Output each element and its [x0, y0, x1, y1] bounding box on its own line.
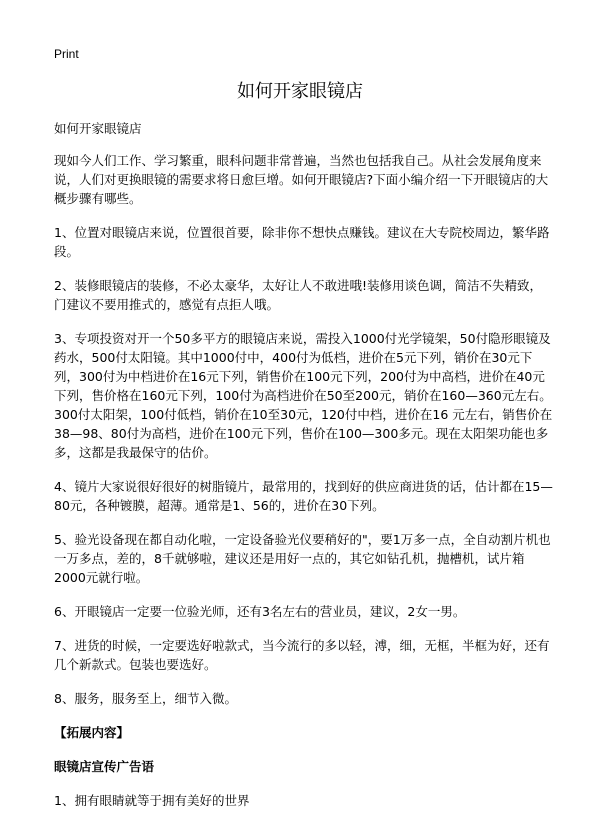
list-item: 6、开眼镜店一定要一位验光师，还有3名左右的营业员，建议，2女一男。	[54, 604, 466, 619]
document-body	[54, 119, 554, 825]
list-item: 4、镜片大家说很好很好的树脂镜片，最常用的，找到好的供应商进货的话，估计都在15—80元，各种镀膜，超薄。通常是1、56的，进价在30下列。	[54, 479, 553, 513]
list-item: 7、进货的时候，一定要选好啦款式，当今流行的多以轻，溥，细，无框，半框为好，还有几个新款式。包装也要选好。	[54, 638, 550, 672]
page-title: 如何开家眼镜店	[237, 81, 363, 102]
list-item: 2、装修眼镜店的装修，不必太豪华，太好让人不敢进哦!装修用谈色调，简洁不失精致，门建议不要用推式的，感觉有点拒人哦。	[54, 278, 542, 312]
extended-content-heading: 【拓展内容】	[54, 725, 130, 740]
document-subtitle: 如何开家眼镜店	[54, 121, 142, 136]
intro-paragraph: 现如今人们工作、学习繁重，眼科问题非常普遍，当然也包括我自己。从社会发展角度来说，人们对更换眼镜的需要求将日愈巨增。如何开眼镜店?下面小编介绍一下开眼镜店的大概步骤有哪些。	[54, 153, 549, 206]
slogan-heading: 眼镜店宣传广告语	[54, 759, 155, 774]
list-item: 1、位置对眼镜店来说，位置很首要，除非你不想快点赚钱。建议在大专院校周边，繁华路段。	[54, 225, 550, 259]
list-item: 8、服务，服务至上，细节入微。	[54, 691, 237, 706]
slogan-item: 1、拥有眼睛就等于拥有美好的世界	[54, 793, 250, 808]
list-item: 3、专项投资对开一个50多平方的眼镜店来说，需投入1000付光学镜架，50付隐形眼镜及药水，500付太阳镜。其中1000付中，400付为低档，进价在5元下列，销价在30元下列，300付为中档进价在16元下列，销售价在100元下列，200付为中高档，进价在40元下列，售价格在160元下列，100付为高档进价在50至200元，销价在160—360元左右。300付太阳架，100付低档，销价在10至30元，120付中档，进价在16 元左右，销售价在38—98、80付为高档，进价在100元下列，售价在100—300多元。现在太阳架功能也多多，这都是我最保守的估价。	[54, 331, 553, 460]
list-item: 5、验光设备现在都自动化啦，一定设备验光仪要稍好的"，要1万多一点，全自动割片机也一万多点，差的，8千就够啦，建议还是用好一点的，其它如钻孔机，抛槽机，试片箱2000元就行啦。	[54, 532, 551, 585]
print-link[interactable]: Print	[54, 47, 79, 61]
